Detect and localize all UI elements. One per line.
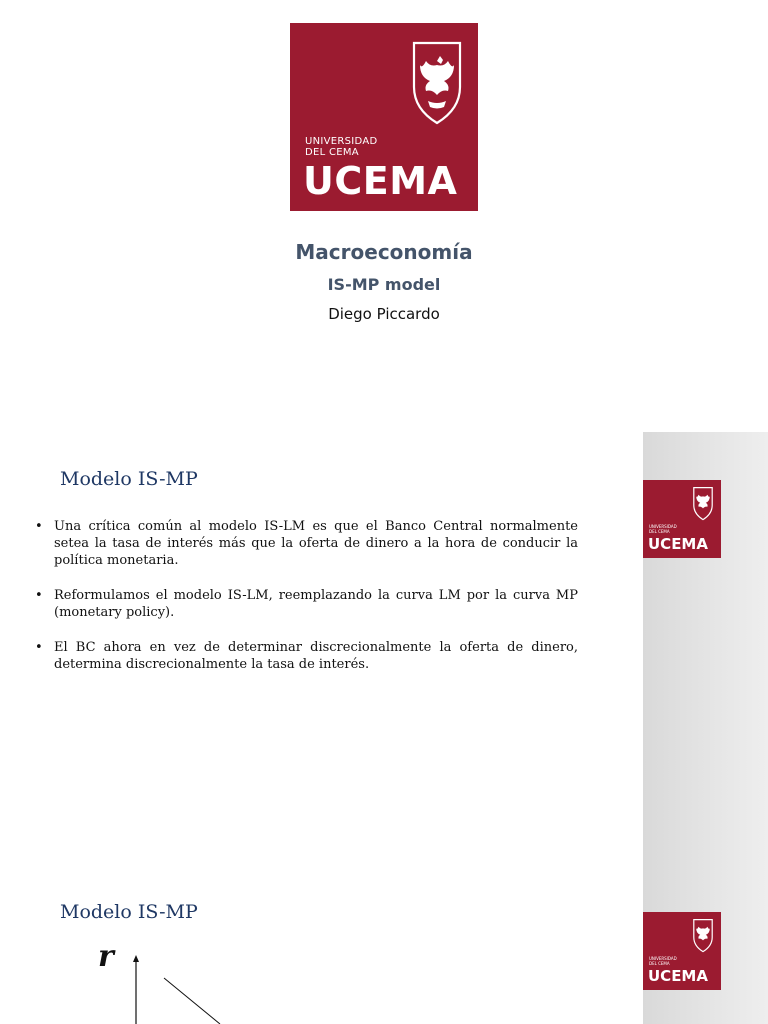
axis-label-r: r [98, 944, 114, 974]
title-slide [0, 0, 768, 432]
logo-line-2: DEL CEMA [649, 529, 670, 534]
logo-brand: UCEMA [648, 535, 708, 553]
eagle-crest-icon [410, 39, 464, 129]
bullet-dot-icon: • [35, 640, 43, 655]
logo-line-2: DEL CEMA [649, 961, 670, 966]
logo-brand: UCEMA [648, 967, 708, 985]
slide-heading: Modelo IS-MP [60, 468, 198, 490]
content-slide [0, 432, 768, 864]
ucema-logo-small [643, 480, 721, 558]
is-mp-diagram [90, 944, 250, 1024]
bullet-list [33, 518, 578, 691]
bullet-dot-icon: • [35, 588, 43, 603]
presentation-subtitle: IS-MP model [327, 275, 441, 294]
logo-brand: UCEMA [303, 159, 458, 203]
bullet-text: El BC ahora en vez de determinar discrecionalmente la oferta de dinero, determina discrecionalmente la tasa de interés. [54, 640, 578, 672]
logo-line-2: DEL CEMA [305, 147, 359, 158]
eagle-crest-icon [692, 918, 714, 954]
logo-line-1: UNIVERSIDAD [649, 524, 677, 529]
bullet-dot-icon: • [35, 519, 43, 534]
logo-line-1: UNIVERSIDAD [649, 956, 677, 961]
diagram-slide [0, 864, 768, 1024]
bullet-text: Reformulamos el modelo IS-LM, reemplazando la curva LM por la curva MP (monetary policy). [54, 588, 578, 620]
is-curve [164, 978, 220, 1024]
y-axis-arrow [133, 955, 139, 962]
list-item [33, 518, 578, 569]
eagle-crest-icon [692, 486, 714, 522]
list-item [33, 639, 578, 673]
logo-line-1: UNIVERSIDAD [305, 136, 378, 147]
bullet-text: Una crítica común al modelo IS-LM es que el Banco Central normalmente setea la tasa de interés más que la oferta de dinero a la hora de conducir la política monetaria. [54, 519, 578, 568]
ucema-logo [290, 23, 478, 211]
list-item [33, 587, 578, 621]
presentation-author: Diego Piccardo [328, 305, 440, 323]
ucema-logo-small [643, 912, 721, 990]
presentation-title: Macroeconomía [295, 240, 473, 264]
slide-heading: Modelo IS-MP [60, 901, 198, 923]
